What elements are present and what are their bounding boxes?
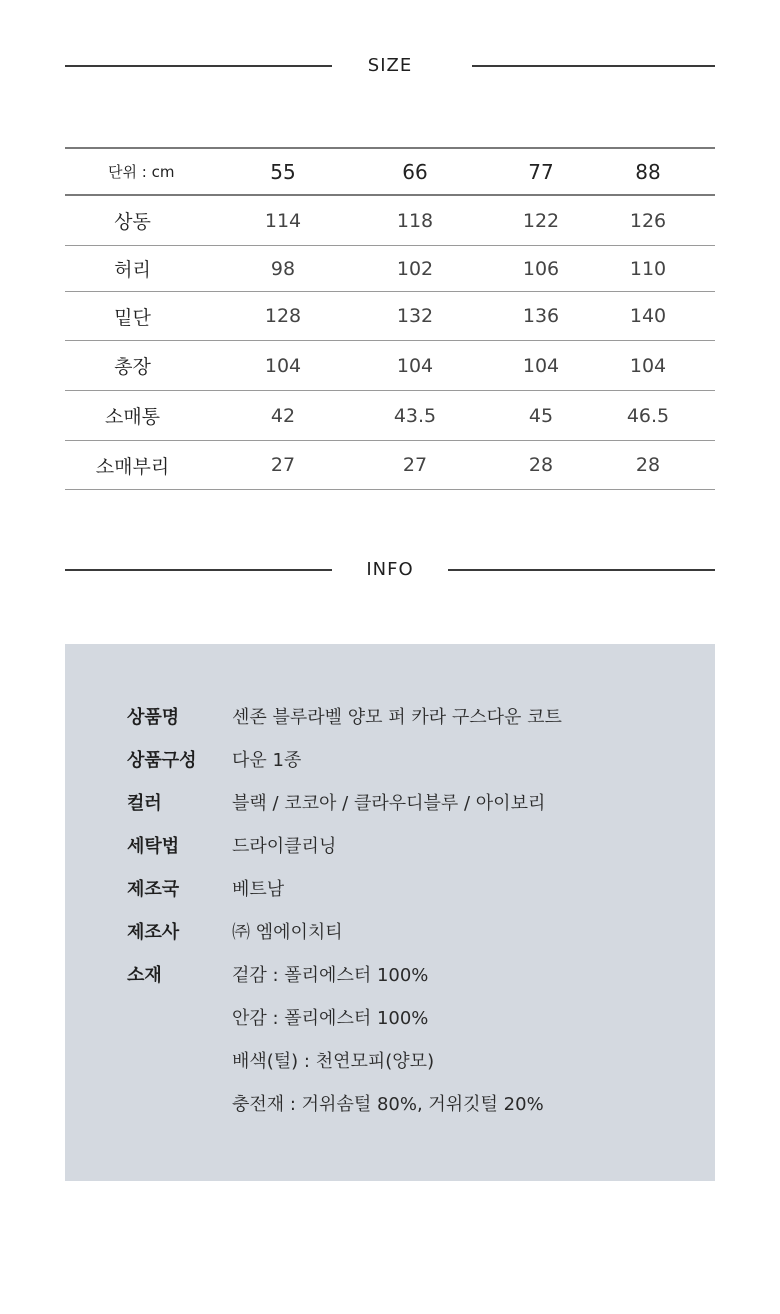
table-row xyxy=(65,292,715,341)
row-label: 허리 xyxy=(114,259,151,281)
info-label: 세탁법 xyxy=(127,836,180,857)
table-cell: 136 xyxy=(522,305,560,327)
table-cell: 42 xyxy=(270,404,296,427)
info-value: 겉감 : 폴리에스터 100% xyxy=(232,965,429,986)
size-table xyxy=(65,147,715,490)
size-table-header-row xyxy=(65,149,715,196)
table-cell: 27 xyxy=(270,454,296,476)
table-cell: 28 xyxy=(635,454,661,476)
table-cell: 45 xyxy=(528,404,554,427)
table-cell: 98 xyxy=(270,257,296,280)
info-value: 블랙 / 코코아 / 클라우디블루 / 아이보리 xyxy=(232,793,546,814)
info-label: 제조사 xyxy=(127,922,180,943)
table-cell: 114 xyxy=(264,209,302,232)
size-column-header: 77 xyxy=(528,159,554,184)
info-row-material-fur xyxy=(65,1049,715,1075)
info-row-material xyxy=(65,963,715,989)
table-cell: 122 xyxy=(522,209,560,232)
divider-line-right xyxy=(448,569,715,571)
info-section-title: INFO xyxy=(366,559,414,580)
table-cell: 110 xyxy=(629,257,667,280)
unit-label: 단위 : cm xyxy=(108,163,175,181)
info-row-material-lining xyxy=(65,1006,715,1032)
size-section-title: SIZE xyxy=(367,55,413,76)
info-value: 배색(털) : 천연모피(양모) xyxy=(232,1051,435,1072)
info-section-header xyxy=(65,558,715,582)
info-value: 베트남 xyxy=(232,879,285,900)
info-label: 상품구성 xyxy=(127,750,197,771)
table-row xyxy=(65,196,715,246)
table-cell: 104 xyxy=(629,354,667,377)
table-cell: 104 xyxy=(264,354,302,377)
row-label: 밑단 xyxy=(114,306,151,329)
table-cell: 102 xyxy=(396,257,434,280)
size-column-header: 66 xyxy=(402,159,428,184)
info-value: 드라이클리닝 xyxy=(232,836,337,857)
size-column-header: 55 xyxy=(270,159,296,184)
table-cell: 106 xyxy=(522,257,560,280)
row-label: 상동 xyxy=(114,211,151,233)
info-value: 센존 블루라벨 양모 퍼 카라 구스다운 코트 xyxy=(232,707,562,728)
table-cell: 104 xyxy=(396,354,434,377)
info-label: 제조국 xyxy=(127,879,180,900)
divider-line-right xyxy=(472,65,715,67)
table-cell: 132 xyxy=(396,305,434,327)
info-row-country xyxy=(65,877,715,903)
info-value: 안감 : 폴리에스터 100% xyxy=(232,1008,429,1029)
info-row-color xyxy=(65,791,715,817)
table-cell: 128 xyxy=(264,305,302,327)
info-row-material-filling xyxy=(65,1092,715,1118)
table-cell: 28 xyxy=(528,454,554,476)
table-cell: 104 xyxy=(522,354,560,377)
row-label: 소매부리 xyxy=(95,455,170,478)
info-label: 상품명 xyxy=(127,707,180,728)
table-row xyxy=(65,341,715,391)
info-row-manufacturer xyxy=(65,920,715,946)
row-label: 총장 xyxy=(114,356,151,378)
table-row xyxy=(65,391,715,441)
info-value: 충전재 : 거위솜털 80%, 거위깃털 20% xyxy=(232,1094,544,1115)
size-section-header xyxy=(65,54,715,78)
info-value: 다운 1종 xyxy=(232,750,302,771)
info-row-washing xyxy=(65,834,715,860)
info-row-composition xyxy=(65,748,715,774)
table-cell: 118 xyxy=(396,209,434,232)
info-panel xyxy=(65,644,715,1181)
table-cell: 140 xyxy=(629,305,667,327)
table-cell: 46.5 xyxy=(626,404,670,427)
table-row xyxy=(65,441,715,490)
table-row xyxy=(65,246,715,292)
table-cell: 27 xyxy=(402,454,428,476)
info-value: ㈜ 엠에이치티 xyxy=(232,922,343,943)
size-column-header: 88 xyxy=(635,159,661,184)
info-label: 컬러 xyxy=(127,793,162,814)
row-label: 소매통 xyxy=(104,406,161,428)
info-label: 소재 xyxy=(127,965,162,986)
info-row-product-name xyxy=(65,705,715,731)
table-cell: 126 xyxy=(629,209,667,232)
table-cell: 43.5 xyxy=(393,404,437,427)
